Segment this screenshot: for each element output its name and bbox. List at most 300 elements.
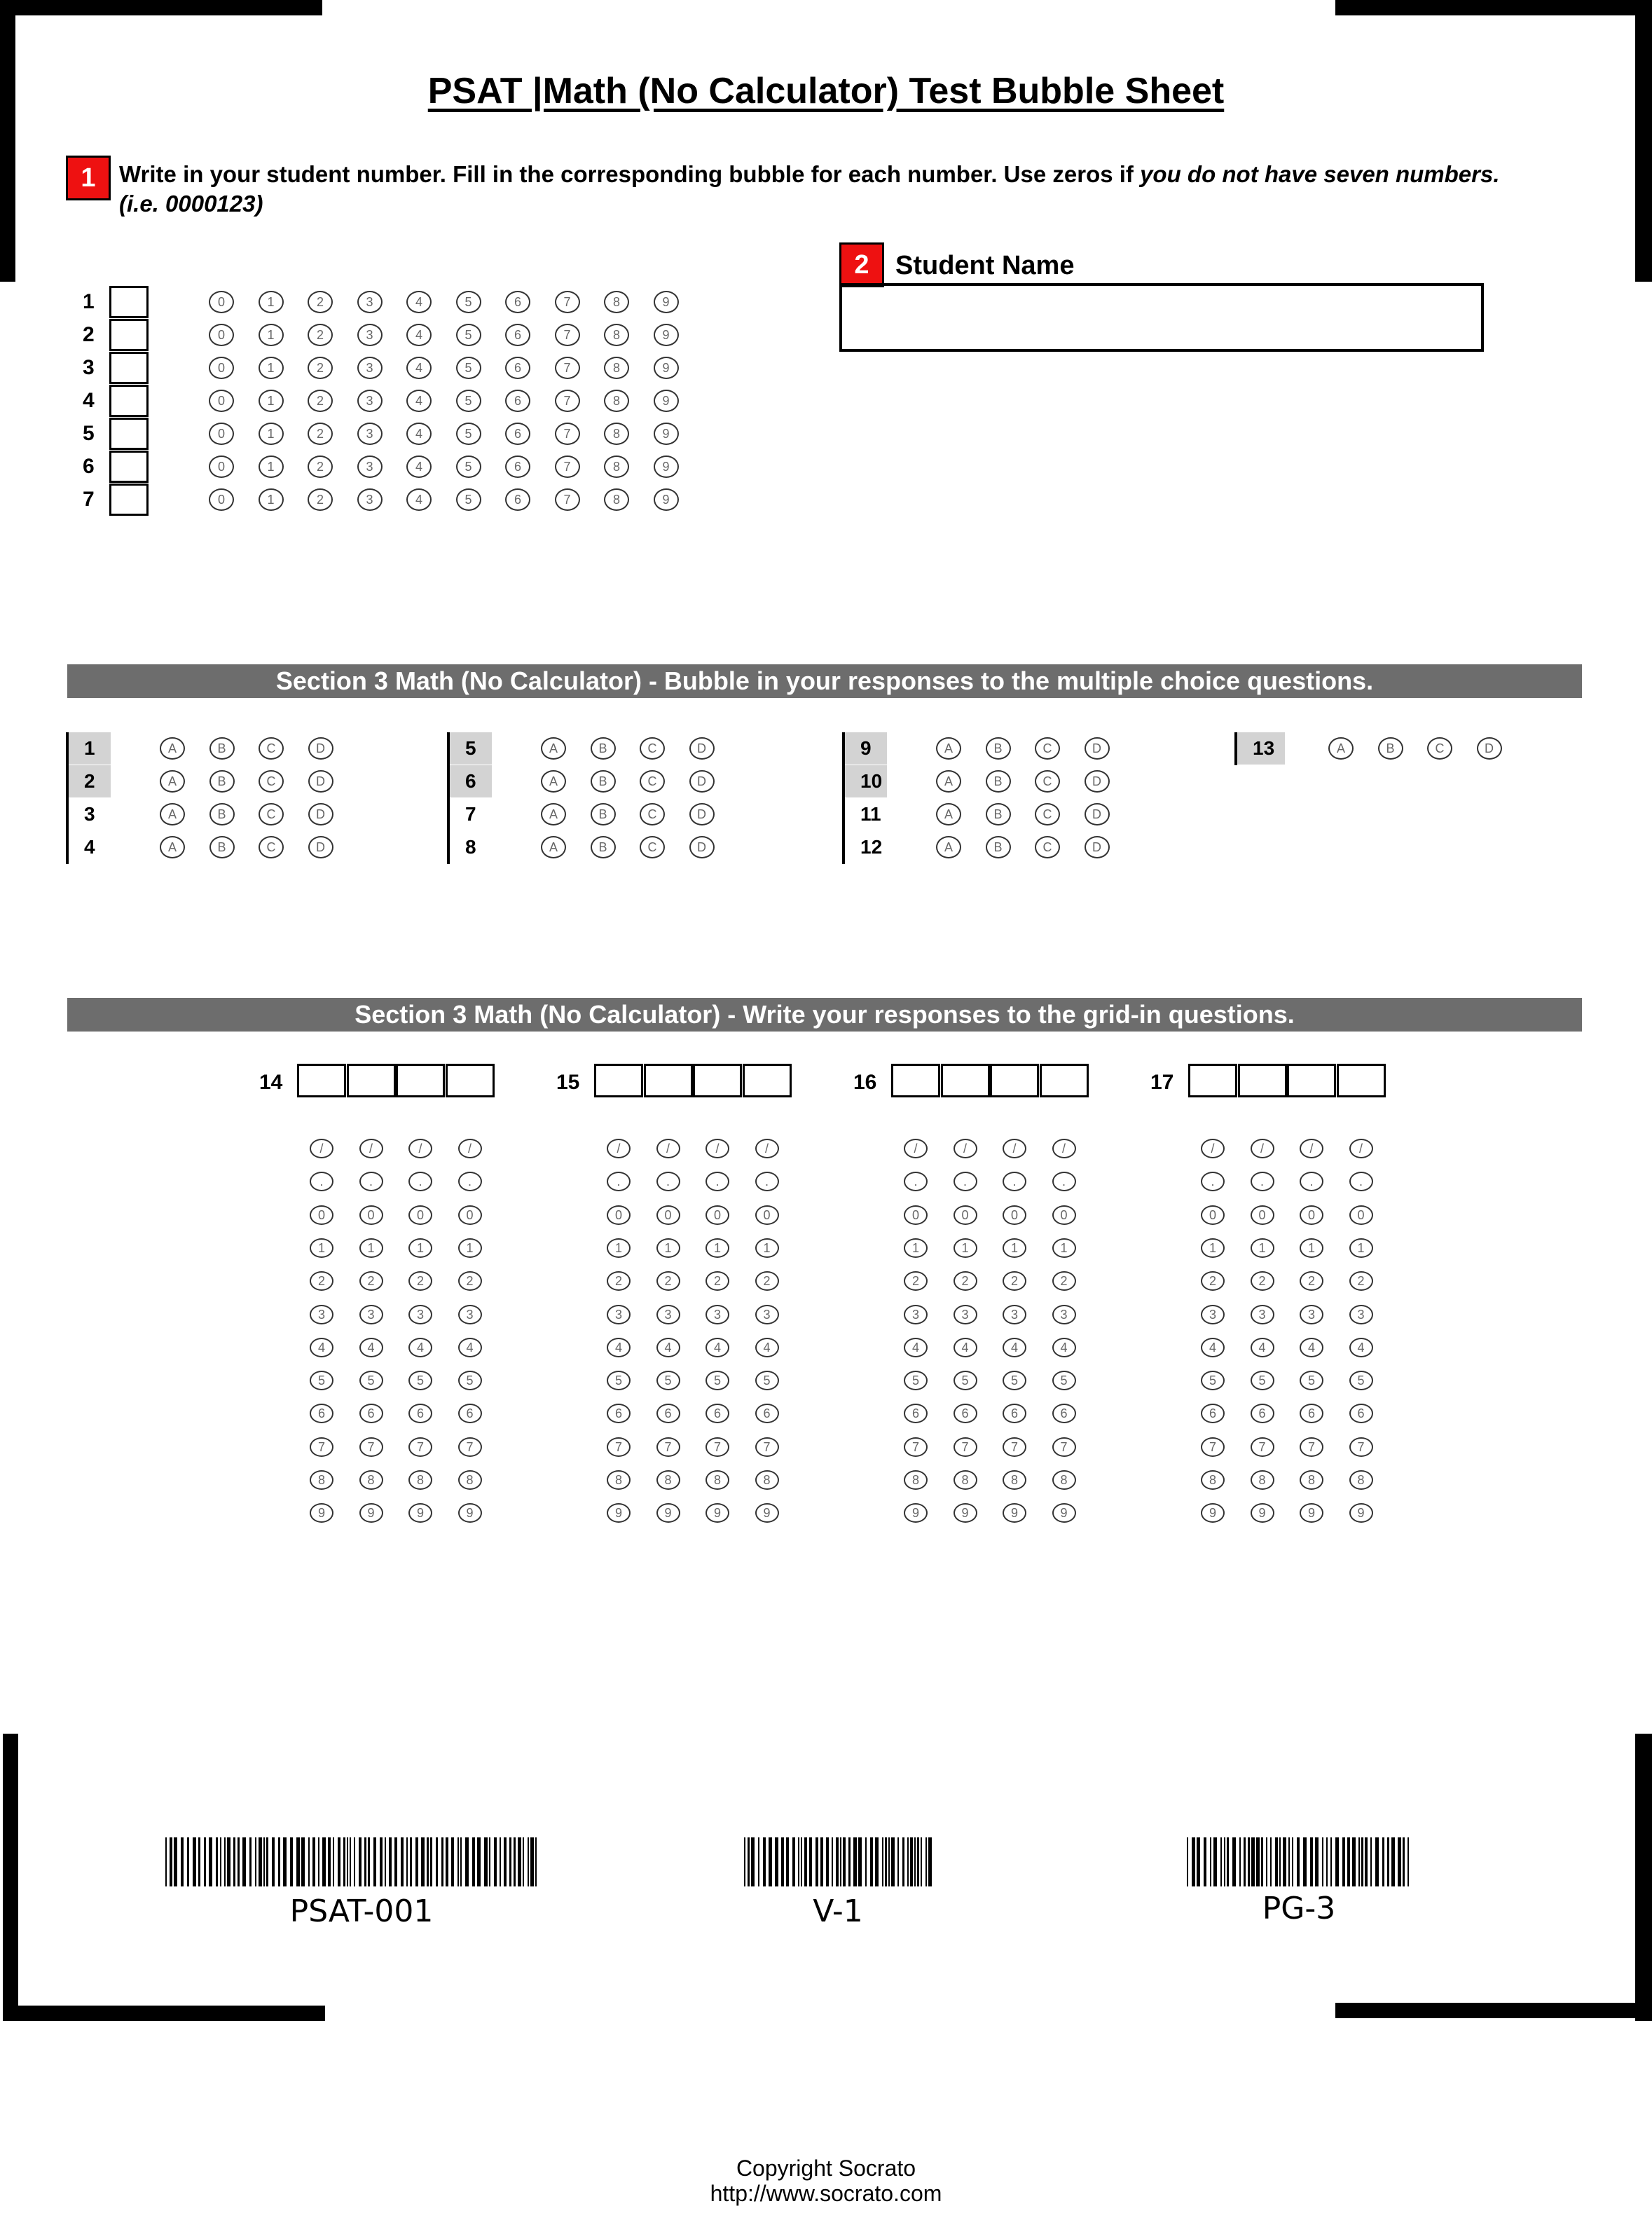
grid-in-bubble[interactable]: 9	[1201, 1503, 1225, 1523]
answer-bubble-a[interactable]: A	[541, 803, 566, 825]
answer-bubble-b[interactable]: B	[209, 836, 235, 858]
grid-in-bubble[interactable]: 1	[1300, 1238, 1323, 1258]
digit-bubble[interactable]: 9	[654, 357, 679, 379]
grid-in-bubble[interactable]: 6	[1251, 1404, 1274, 1423]
grid-in-bubble[interactable]: 7	[458, 1437, 482, 1457]
grid-in-bubble[interactable]: 9	[1300, 1503, 1323, 1523]
grid-in-bubble[interactable]: /	[310, 1139, 333, 1158]
grid-in-bubble[interactable]: 3	[607, 1305, 631, 1324]
digit-bubble[interactable]: 2	[308, 324, 333, 346]
digit-bubble[interactable]: 3	[357, 324, 383, 346]
grid-in-bubble[interactable]: 1	[359, 1238, 383, 1258]
student-number-write-box[interactable]	[109, 352, 149, 384]
student-name-field[interactable]	[839, 283, 1484, 352]
digit-bubble[interactable]: 1	[259, 357, 284, 379]
answer-bubble-a[interactable]: A	[541, 770, 566, 793]
grid-in-bubble[interactable]: 2	[1300, 1271, 1323, 1291]
grid-in-bubble[interactable]: 2	[755, 1271, 779, 1291]
answer-bubble-c[interactable]: C	[1427, 737, 1452, 760]
grid-in-bubble[interactable]: 3	[458, 1305, 482, 1324]
grid-in-bubble[interactable]: 3	[755, 1305, 779, 1324]
grid-in-bubble[interactable]: 2	[904, 1271, 928, 1291]
grid-in-bubble[interactable]: /	[607, 1139, 631, 1158]
answer-bubble-d[interactable]: D	[308, 836, 333, 858]
digit-bubble[interactable]: 7	[555, 488, 580, 511]
grid-in-bubble[interactable]: .	[954, 1172, 977, 1191]
grid-in-bubble[interactable]: 6	[1201, 1404, 1225, 1423]
grid-in-bubble[interactable]: 1	[755, 1238, 779, 1258]
digit-bubble[interactable]: 2	[308, 390, 333, 412]
grid-in-bubble[interactable]: 2	[458, 1271, 482, 1291]
digit-bubble[interactable]: 1	[259, 455, 284, 478]
grid-in-bubble[interactable]: 1	[408, 1238, 432, 1258]
digit-bubble[interactable]: 7	[555, 423, 580, 445]
grid-in-bubble[interactable]: 2	[656, 1271, 680, 1291]
answer-bubble-a[interactable]: A	[541, 836, 566, 858]
answer-bubble-c[interactable]: C	[1035, 770, 1060, 793]
grid-in-bubble[interactable]: 1	[1349, 1238, 1373, 1258]
grid-in-bubble[interactable]: 5	[1251, 1371, 1274, 1390]
answer-bubble-d[interactable]: D	[689, 803, 715, 825]
grid-in-bubble[interactable]: 5	[656, 1371, 680, 1390]
grid-in-bubble[interactable]: 1	[1201, 1238, 1225, 1258]
grid-in-bubble[interactable]: /	[1251, 1139, 1274, 1158]
grid-in-bubble[interactable]: 9	[1349, 1503, 1373, 1523]
digit-bubble[interactable]: 2	[308, 423, 333, 445]
digit-bubble[interactable]: 6	[505, 324, 530, 346]
grid-in-bubble[interactable]: 8	[656, 1470, 680, 1490]
grid-in-bubble[interactable]: 7	[1349, 1437, 1373, 1457]
digit-bubble[interactable]: 4	[406, 291, 432, 313]
student-number-write-box[interactable]	[109, 286, 149, 318]
grid-in-bubble[interactable]: 4	[904, 1338, 928, 1357]
grid-in-bubble[interactable]: 1	[954, 1238, 977, 1258]
grid-in-write-box[interactable]	[990, 1064, 1039, 1097]
grid-in-bubble[interactable]: 7	[310, 1437, 333, 1457]
grid-in-bubble[interactable]: 3	[1003, 1305, 1026, 1324]
grid-in-bubble[interactable]: /	[1300, 1139, 1323, 1158]
digit-bubble[interactable]: 5	[456, 324, 481, 346]
digit-bubble[interactable]: 6	[505, 488, 530, 511]
grid-in-write-box[interactable]	[1238, 1064, 1287, 1097]
grid-in-bubble[interactable]: 9	[755, 1503, 779, 1523]
grid-in-bubble[interactable]: 7	[408, 1437, 432, 1457]
grid-in-write-box[interactable]	[1337, 1064, 1386, 1097]
grid-in-bubble[interactable]: 1	[1251, 1238, 1274, 1258]
answer-bubble-a[interactable]: A	[160, 770, 185, 793]
grid-in-bubble[interactable]: 9	[458, 1503, 482, 1523]
grid-in-write-box[interactable]	[1287, 1064, 1336, 1097]
grid-in-bubble[interactable]: 2	[1201, 1271, 1225, 1291]
answer-bubble-d[interactable]: D	[1085, 770, 1110, 793]
grid-in-bubble[interactable]: 6	[705, 1404, 729, 1423]
grid-in-bubble[interactable]: 5	[359, 1371, 383, 1390]
grid-in-bubble[interactable]: 1	[458, 1238, 482, 1258]
digit-bubble[interactable]: 6	[505, 423, 530, 445]
digit-bubble[interactable]: 3	[357, 455, 383, 478]
digit-bubble[interactable]: 0	[209, 390, 234, 412]
grid-in-bubble[interactable]: 2	[705, 1271, 729, 1291]
digit-bubble[interactable]: 3	[357, 390, 383, 412]
answer-bubble-c[interactable]: C	[640, 803, 665, 825]
answer-bubble-a[interactable]: A	[1328, 737, 1354, 760]
grid-in-bubble[interactable]: 6	[408, 1404, 432, 1423]
grid-in-bubble[interactable]: 9	[1003, 1503, 1026, 1523]
grid-in-bubble[interactable]: 0	[954, 1205, 977, 1225]
grid-in-bubble[interactable]: 5	[1300, 1371, 1323, 1390]
grid-in-write-box[interactable]	[891, 1064, 940, 1097]
grid-in-bubble[interactable]: 3	[359, 1305, 383, 1324]
answer-bubble-b[interactable]: B	[209, 770, 235, 793]
digit-bubble[interactable]: 8	[604, 324, 629, 346]
digit-bubble[interactable]: 4	[406, 324, 432, 346]
grid-in-bubble[interactable]: /	[904, 1139, 928, 1158]
grid-in-bubble[interactable]: .	[1349, 1172, 1373, 1191]
answer-bubble-b[interactable]: B	[986, 770, 1011, 793]
grid-in-bubble[interactable]: .	[656, 1172, 680, 1191]
grid-in-bubble[interactable]: 9	[359, 1503, 383, 1523]
digit-bubble[interactable]: 1	[259, 390, 284, 412]
student-number-write-box[interactable]	[109, 484, 149, 516]
answer-bubble-a[interactable]: A	[160, 836, 185, 858]
answer-bubble-b[interactable]: B	[591, 770, 616, 793]
grid-in-bubble[interactable]: 8	[1003, 1470, 1026, 1490]
answer-bubble-a[interactable]: A	[160, 737, 185, 760]
grid-in-bubble[interactable]: .	[755, 1172, 779, 1191]
grid-in-bubble[interactable]: 0	[359, 1205, 383, 1225]
grid-in-bubble[interactable]: 4	[408, 1338, 432, 1357]
student-number-write-box[interactable]	[109, 451, 149, 483]
answer-bubble-d[interactable]: D	[689, 737, 715, 760]
grid-in-bubble[interactable]: 8	[607, 1470, 631, 1490]
grid-in-bubble[interactable]: 1	[656, 1238, 680, 1258]
answer-bubble-c[interactable]: C	[640, 770, 665, 793]
grid-in-bubble[interactable]: .	[1251, 1172, 1274, 1191]
grid-in-bubble[interactable]: 0	[1201, 1205, 1225, 1225]
digit-bubble[interactable]: 0	[209, 357, 234, 379]
grid-in-bubble[interactable]: 6	[359, 1404, 383, 1423]
grid-in-bubble[interactable]: 8	[1300, 1470, 1323, 1490]
grid-in-bubble[interactable]: 1	[607, 1238, 631, 1258]
digit-bubble[interactable]: 7	[555, 357, 580, 379]
grid-in-bubble[interactable]: 2	[1003, 1271, 1026, 1291]
answer-bubble-a[interactable]: A	[936, 737, 961, 760]
answer-bubble-d[interactable]: D	[689, 836, 715, 858]
grid-in-bubble[interactable]: 7	[607, 1437, 631, 1457]
grid-in-bubble[interactable]: 6	[954, 1404, 977, 1423]
digit-bubble[interactable]: 0	[209, 324, 234, 346]
grid-in-bubble[interactable]: 7	[755, 1437, 779, 1457]
grid-in-bubble[interactable]: 5	[1201, 1371, 1225, 1390]
grid-in-bubble[interactable]: 0	[1251, 1205, 1274, 1225]
digit-bubble[interactable]: 3	[357, 488, 383, 511]
grid-in-bubble[interactable]: 7	[1052, 1437, 1076, 1457]
grid-in-bubble[interactable]: .	[607, 1172, 631, 1191]
grid-in-bubble[interactable]: 6	[755, 1404, 779, 1423]
answer-bubble-b[interactable]: B	[209, 803, 235, 825]
digit-bubble[interactable]: 9	[654, 455, 679, 478]
grid-in-bubble[interactable]: /	[954, 1139, 977, 1158]
digit-bubble[interactable]: 3	[357, 291, 383, 313]
digit-bubble[interactable]: 9	[654, 291, 679, 313]
grid-in-write-box[interactable]	[941, 1064, 990, 1097]
grid-in-write-box[interactable]	[1040, 1064, 1089, 1097]
digit-bubble[interactable]: 1	[259, 324, 284, 346]
grid-in-bubble[interactable]: 0	[1349, 1205, 1373, 1225]
grid-in-bubble[interactable]: 4	[1251, 1338, 1274, 1357]
digit-bubble[interactable]: 9	[654, 390, 679, 412]
answer-bubble-a[interactable]: A	[936, 836, 961, 858]
grid-in-bubble[interactable]: .	[1003, 1172, 1026, 1191]
grid-in-bubble[interactable]: 0	[1003, 1205, 1026, 1225]
grid-in-bubble[interactable]: 3	[656, 1305, 680, 1324]
student-number-write-box[interactable]	[109, 385, 149, 417]
answer-bubble-d[interactable]: D	[308, 770, 333, 793]
grid-in-bubble[interactable]: 9	[904, 1503, 928, 1523]
answer-bubble-b[interactable]: B	[1378, 737, 1403, 760]
grid-in-bubble[interactable]: 9	[954, 1503, 977, 1523]
grid-in-bubble[interactable]: 2	[954, 1271, 977, 1291]
grid-in-bubble[interactable]: 9	[656, 1503, 680, 1523]
grid-in-write-box[interactable]	[297, 1064, 346, 1097]
answer-bubble-a[interactable]: A	[541, 737, 566, 760]
grid-in-bubble[interactable]: .	[1300, 1172, 1323, 1191]
grid-in-bubble[interactable]: 6	[904, 1404, 928, 1423]
grid-in-bubble[interactable]: 8	[954, 1470, 977, 1490]
digit-bubble[interactable]: 5	[456, 291, 481, 313]
grid-in-bubble[interactable]: 9	[310, 1503, 333, 1523]
digit-bubble[interactable]: 7	[555, 455, 580, 478]
digit-bubble[interactable]: 2	[308, 455, 333, 478]
grid-in-bubble[interactable]: 8	[458, 1470, 482, 1490]
grid-in-bubble[interactable]: 8	[1201, 1470, 1225, 1490]
digit-bubble[interactable]: 8	[604, 423, 629, 445]
digit-bubble[interactable]: 5	[456, 357, 481, 379]
digit-bubble[interactable]: 8	[604, 390, 629, 412]
grid-in-bubble[interactable]: .	[310, 1172, 333, 1191]
grid-in-bubble[interactable]: 0	[755, 1205, 779, 1225]
answer-bubble-b[interactable]: B	[209, 737, 235, 760]
grid-in-bubble[interactable]: 8	[359, 1470, 383, 1490]
grid-in-bubble[interactable]: 8	[1251, 1470, 1274, 1490]
answer-bubble-c[interactable]: C	[259, 803, 284, 825]
grid-in-bubble[interactable]: 7	[359, 1437, 383, 1457]
grid-in-bubble[interactable]: 5	[607, 1371, 631, 1390]
grid-in-bubble[interactable]: 0	[904, 1205, 928, 1225]
grid-in-bubble[interactable]: 5	[1003, 1371, 1026, 1390]
grid-in-bubble[interactable]: 1	[310, 1238, 333, 1258]
grid-in-bubble[interactable]: 5	[755, 1371, 779, 1390]
grid-in-bubble[interactable]: 9	[1052, 1503, 1076, 1523]
grid-in-bubble[interactable]: 1	[1003, 1238, 1026, 1258]
answer-bubble-c[interactable]: C	[1035, 737, 1060, 760]
digit-bubble[interactable]: 9	[654, 423, 679, 445]
grid-in-bubble[interactable]: 4	[1300, 1338, 1323, 1357]
grid-in-bubble[interactable]: .	[705, 1172, 729, 1191]
grid-in-bubble[interactable]: /	[1201, 1139, 1225, 1158]
grid-in-write-box[interactable]	[396, 1064, 445, 1097]
digit-bubble[interactable]: 2	[308, 291, 333, 313]
grid-in-write-box[interactable]	[594, 1064, 643, 1097]
grid-in-bubble[interactable]: 3	[1300, 1305, 1323, 1324]
grid-in-write-box[interactable]	[347, 1064, 396, 1097]
grid-in-bubble[interactable]: 2	[1052, 1271, 1076, 1291]
grid-in-bubble[interactable]: .	[458, 1172, 482, 1191]
digit-bubble[interactable]: 8	[604, 488, 629, 511]
grid-in-bubble[interactable]: 4	[1349, 1338, 1373, 1357]
grid-in-bubble[interactable]: 8	[904, 1470, 928, 1490]
digit-bubble[interactable]: 9	[654, 488, 679, 511]
grid-in-bubble[interactable]: 6	[1349, 1404, 1373, 1423]
grid-in-bubble[interactable]: 4	[954, 1338, 977, 1357]
grid-in-bubble[interactable]: 6	[1003, 1404, 1026, 1423]
digit-bubble[interactable]: 6	[505, 390, 530, 412]
grid-in-bubble[interactable]: 4	[656, 1338, 680, 1357]
grid-in-bubble[interactable]: /	[1052, 1139, 1076, 1158]
grid-in-bubble[interactable]: 8	[1349, 1470, 1373, 1490]
digit-bubble[interactable]: 1	[259, 423, 284, 445]
grid-in-bubble[interactable]: 6	[1300, 1404, 1323, 1423]
grid-in-bubble[interactable]: 3	[705, 1305, 729, 1324]
grid-in-bubble[interactable]: 3	[954, 1305, 977, 1324]
student-number-write-box[interactable]	[109, 418, 149, 450]
grid-in-bubble[interactable]: 5	[954, 1371, 977, 1390]
digit-bubble[interactable]: 0	[209, 423, 234, 445]
grid-in-bubble[interactable]: 7	[1003, 1437, 1026, 1457]
grid-in-bubble[interactable]: 1	[705, 1238, 729, 1258]
grid-in-bubble[interactable]: 4	[755, 1338, 779, 1357]
student-number-write-box[interactable]	[109, 319, 149, 351]
grid-in-bubble[interactable]: 9	[1251, 1503, 1274, 1523]
grid-in-bubble[interactable]: 3	[1052, 1305, 1076, 1324]
grid-in-bubble[interactable]: 3	[1201, 1305, 1225, 1324]
grid-in-bubble[interactable]: 6	[458, 1404, 482, 1423]
digit-bubble[interactable]: 1	[259, 291, 284, 313]
grid-in-bubble[interactable]: 6	[607, 1404, 631, 1423]
grid-in-bubble[interactable]: 7	[1251, 1437, 1274, 1457]
digit-bubble[interactable]: 0	[209, 488, 234, 511]
grid-in-bubble[interactable]: 4	[1052, 1338, 1076, 1357]
digit-bubble[interactable]: 2	[308, 357, 333, 379]
answer-bubble-b[interactable]: B	[591, 803, 616, 825]
answer-bubble-a[interactable]: A	[936, 770, 961, 793]
answer-bubble-d[interactable]: D	[308, 803, 333, 825]
digit-bubble[interactable]: 3	[357, 423, 383, 445]
grid-in-bubble[interactable]: 4	[458, 1338, 482, 1357]
answer-bubble-c[interactable]: C	[640, 737, 665, 760]
answer-bubble-b[interactable]: B	[986, 803, 1011, 825]
digit-bubble[interactable]: 4	[406, 423, 432, 445]
grid-in-bubble[interactable]: 4	[705, 1338, 729, 1357]
grid-in-bubble[interactable]: 4	[1003, 1338, 1026, 1357]
digit-bubble[interactable]: 7	[555, 390, 580, 412]
digit-bubble[interactable]: 5	[456, 423, 481, 445]
grid-in-bubble[interactable]: 3	[904, 1305, 928, 1324]
digit-bubble[interactable]: 0	[209, 291, 234, 313]
grid-in-bubble[interactable]: 5	[408, 1371, 432, 1390]
grid-in-bubble[interactable]: 4	[607, 1338, 631, 1357]
answer-bubble-d[interactable]: D	[1085, 836, 1110, 858]
grid-in-bubble[interactable]: 0	[1052, 1205, 1076, 1225]
digit-bubble[interactable]: 5	[456, 488, 481, 511]
grid-in-bubble[interactable]: 3	[408, 1305, 432, 1324]
grid-in-bubble[interactable]: 9	[705, 1503, 729, 1523]
grid-in-bubble[interactable]: 8	[1052, 1470, 1076, 1490]
grid-in-bubble[interactable]: /	[755, 1139, 779, 1158]
answer-bubble-a[interactable]: A	[160, 803, 185, 825]
digit-bubble[interactable]: 6	[505, 455, 530, 478]
grid-in-bubble[interactable]: /	[705, 1139, 729, 1158]
grid-in-bubble[interactable]: 0	[607, 1205, 631, 1225]
grid-in-bubble[interactable]: 3	[1349, 1305, 1373, 1324]
grid-in-bubble[interactable]: 9	[408, 1503, 432, 1523]
digit-bubble[interactable]: 8	[604, 455, 629, 478]
answer-bubble-b[interactable]: B	[591, 737, 616, 760]
grid-in-bubble[interactable]: 5	[310, 1371, 333, 1390]
grid-in-bubble[interactable]: 0	[310, 1205, 333, 1225]
grid-in-bubble[interactable]: 2	[408, 1271, 432, 1291]
grid-in-bubble[interactable]: 2	[1349, 1271, 1373, 1291]
grid-in-bubble[interactable]: 8	[408, 1470, 432, 1490]
grid-in-bubble[interactable]: 2	[359, 1271, 383, 1291]
digit-bubble[interactable]: 0	[209, 455, 234, 478]
grid-in-bubble[interactable]: 1	[1052, 1238, 1076, 1258]
grid-in-bubble[interactable]: 1	[904, 1238, 928, 1258]
grid-in-write-box[interactable]	[446, 1064, 495, 1097]
answer-bubble-d[interactable]: D	[689, 770, 715, 793]
digit-bubble[interactable]: 6	[505, 357, 530, 379]
digit-bubble[interactable]: 7	[555, 291, 580, 313]
digit-bubble[interactable]: 5	[456, 390, 481, 412]
grid-in-bubble[interactable]: 7	[904, 1437, 928, 1457]
grid-in-bubble[interactable]: 2	[310, 1271, 333, 1291]
grid-in-bubble[interactable]: 0	[705, 1205, 729, 1225]
digit-bubble[interactable]: 4	[406, 357, 432, 379]
grid-in-bubble[interactable]: /	[1349, 1139, 1373, 1158]
digit-bubble[interactable]: 6	[505, 291, 530, 313]
grid-in-bubble[interactable]: 0	[408, 1205, 432, 1225]
answer-bubble-b[interactable]: B	[591, 836, 616, 858]
grid-in-bubble[interactable]: 7	[1300, 1437, 1323, 1457]
digit-bubble[interactable]: 4	[406, 390, 432, 412]
grid-in-bubble[interactable]: 4	[310, 1338, 333, 1357]
grid-in-bubble[interactable]: /	[458, 1139, 482, 1158]
grid-in-bubble[interactable]: /	[1003, 1139, 1026, 1158]
grid-in-write-box[interactable]	[693, 1064, 742, 1097]
answer-bubble-d[interactable]: D	[308, 737, 333, 760]
grid-in-bubble[interactable]: 5	[904, 1371, 928, 1390]
grid-in-write-box[interactable]	[1188, 1064, 1237, 1097]
grid-in-bubble[interactable]: 8	[755, 1470, 779, 1490]
digit-bubble[interactable]: 7	[555, 324, 580, 346]
digit-bubble[interactable]: 9	[654, 324, 679, 346]
grid-in-bubble[interactable]: /	[359, 1139, 383, 1158]
grid-in-bubble[interactable]: 6	[310, 1404, 333, 1423]
grid-in-bubble[interactable]: 8	[705, 1470, 729, 1490]
grid-in-bubble[interactable]: 0	[1300, 1205, 1323, 1225]
digit-bubble[interactable]: 8	[604, 291, 629, 313]
answer-bubble-c[interactable]: C	[1035, 803, 1060, 825]
grid-in-bubble[interactable]: 7	[954, 1437, 977, 1457]
answer-bubble-a[interactable]: A	[936, 803, 961, 825]
grid-in-bubble[interactable]: .	[904, 1172, 928, 1191]
grid-in-bubble[interactable]: 0	[656, 1205, 680, 1225]
grid-in-bubble[interactable]: 5	[1052, 1371, 1076, 1390]
digit-bubble[interactable]: 1	[259, 488, 284, 511]
answer-bubble-c[interactable]: C	[259, 737, 284, 760]
grid-in-write-box[interactable]	[743, 1064, 792, 1097]
answer-bubble-d[interactable]: D	[1085, 803, 1110, 825]
